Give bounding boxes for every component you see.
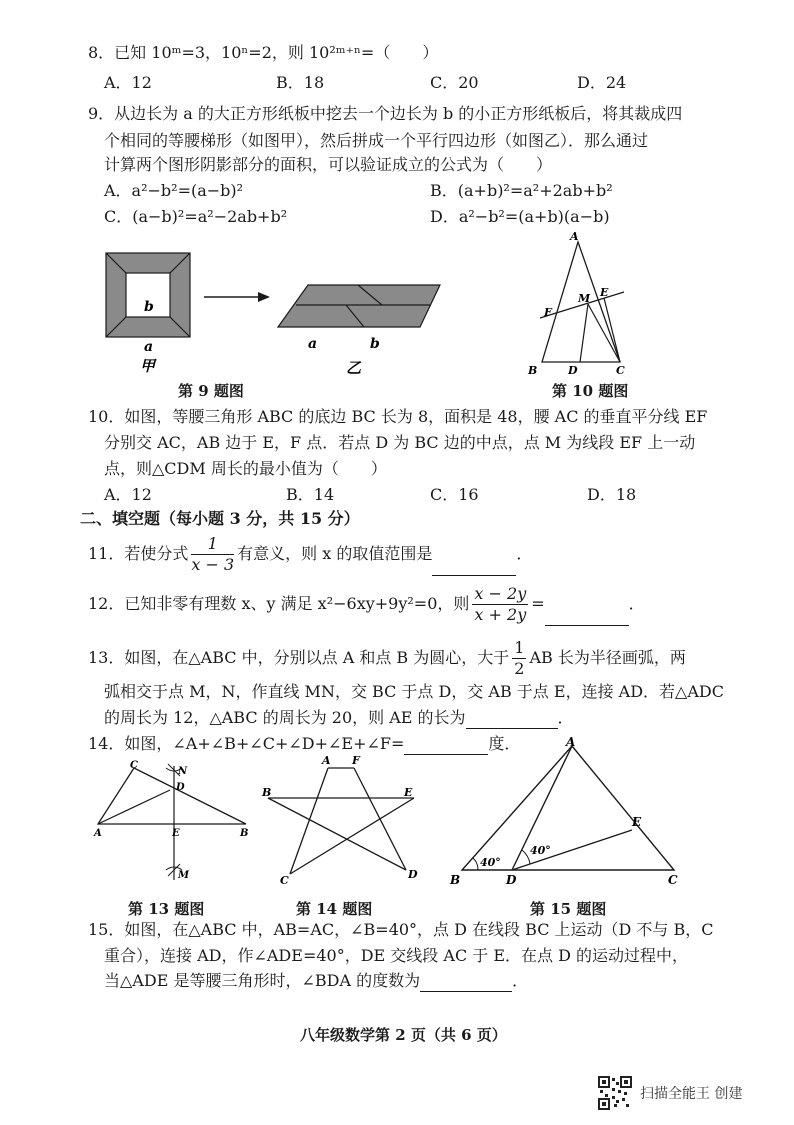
fig13-label-d: D [176,782,185,793]
fig10-label-a: A [570,230,579,243]
q10-option-c: C．16 [430,485,479,504]
fig13-label-b: B [240,828,249,839]
q11-end: ． [516,544,533,563]
figure-14 [258,752,428,892]
q11-denominator: x − 3 [191,555,235,574]
q12 [88,582,645,626]
fig9-arrow [204,292,270,302]
q11-pre: 11．若使分式 [88,544,189,563]
fig10-label-e: E [600,286,609,299]
q12-answer-blank[interactable] [545,607,629,626]
q10-line-3: 点，则△CDM 周长的最小值为（ ） [104,459,387,478]
q14-pre: 14．如图，∠A+∠B+∠C+∠D+∠E+∠F= [88,734,405,753]
q13-line-3 [104,707,574,729]
q12-denominator: x + 2y [474,605,527,624]
q12-pre: 12．已知非零有理数 x、y 满足 x²−6xy+9y²=0，则 [88,594,470,613]
fig14-label-d: D [408,868,418,881]
q15-line-3 [104,970,528,992]
fig9-yi-caption: 乙 [346,359,362,375]
q13-fraction [512,638,526,679]
q10-line-1: 10．如图，等腰三角形 ABC 的底边 BC 长为 8，面积是 48，腰 AC 的垂直平分线 EF [88,407,708,426]
q11 [88,532,532,576]
fig13-label-a: A [94,828,102,839]
fig10-label-d: D [568,364,578,377]
fig15-label-b: B [450,873,461,886]
q8-option-a: A．12 [104,73,152,92]
fig15-label-e: E [632,815,642,829]
q11-fraction [191,534,234,575]
scanner-watermark: 扫描全能王 创建 [640,1086,743,1102]
fig13-caption: 第 13 题图 [128,900,205,918]
q13-line-1 [88,636,686,680]
q13-answer-blank[interactable] [466,710,558,729]
fig13-label-c: C [130,760,138,771]
q10-line-2: 分别交 AC，AB 边于 E，F 点．若点 D 为 BC 边的中点，点 M 为线段 EF 上一动 [104,433,696,452]
q9-option-c: C．(a−b)²=a²−2ab+b² [104,207,288,226]
q10-option-d: D．18 [587,485,637,504]
q8-option-c: C．20 [430,73,479,92]
q12-end: ． [628,594,645,613]
q9-line-1: 9．从边长为 a 的大正方形纸板中挖去一个边长为 b 的小正方形纸板后，将其裁成四 [88,104,683,123]
q8-option-b: B．18 [276,73,325,92]
fig14-caption: 第 14 题图 [296,900,373,918]
q15-end: ． [512,971,529,990]
q8-option-d: D．24 [577,73,627,92]
q15-line-3-text: 当△ADE 是等腰三角形时，∠BDA 的度数为 [104,971,421,990]
q11-numerator: 1 [191,534,234,555]
q10-option-b: B．14 [286,485,335,504]
q13-line-3-text: 的周长为 12，△ABC 的周长为 20，则 AE 的长为 [104,708,466,727]
q13-post: AB 长为半径画弧，两 [529,648,686,667]
fig15-label-a: A [566,736,576,749]
fig10-label-c: C [616,364,625,377]
fig9-caption: 第 9 题图 [178,382,244,400]
fig10-label-b: B [528,364,538,377]
q13-end: ． [557,708,574,727]
fig13-label-n: N [178,766,188,777]
fig14-label-b: B [262,786,272,799]
figure-13 [90,760,260,890]
figure-9 [100,245,480,375]
q13-denominator: 2 [514,659,525,678]
section-2-heading: 二、填空题（每小题 3 分，共 15 分） [80,509,360,528]
q13-line-2: 弧相交于点 M，N，作直线 MN，交 BC 于点 D，交 AB 于点 E，连接 AD．若△ADC [104,682,724,701]
fig15-label-c: C [668,873,678,886]
fig9-yi [278,285,440,375]
qr-code-icon [598,1076,632,1110]
fig9-yi-a-label: a [308,336,318,352]
q15-answer-blank[interactable] [420,973,512,992]
fig15-label-d: D [506,873,517,886]
fig15-caption: 第 15 题图 [530,900,607,918]
fig13-label-e: E [172,828,180,839]
q15-line-2: 重合），连接 AD，作∠ADE=40°，DE 交线段 AC 于 E．在点 D 的运动过程中， [104,946,689,965]
q14-end: 度． [488,734,521,753]
q12-numerator: x − 2y [474,584,527,603]
fig10-caption: 第 10 题图 [552,382,629,400]
fig13-label-m: M [178,870,190,881]
q11-answer-blank[interactable] [432,557,516,576]
q8-stem: 8．已知 10ᵐ=3，10ⁿ=2，则 10²ᵐ⁺ⁿ=（ ） [88,43,439,62]
q12-eq: = [531,594,545,613]
fig14-label-c: C [280,874,289,887]
page-footer: 八年级数学第 2 页（共 6 页） [300,1026,507,1044]
fig9-jia-b-label: b [144,299,154,315]
q10-option-a: A．12 [104,485,152,504]
fig15-angle-b: 40° [480,856,501,869]
fig9-yi-b-label: b [370,336,380,352]
arrow-right-icon [258,292,270,302]
q11-post: 有意义，则 x 的取值范围是 [237,544,433,563]
q13-pre: 13．如图，在△ABC 中，分别以点 A 和点 B 为圆心，大于 [88,648,510,667]
q9-option-a: A．a²−b²=(a−b)² [104,181,244,200]
fig14-label-a: A [322,754,331,767]
fig9-jia-a-label: a [144,339,154,355]
figure-15 [448,736,688,886]
q12-fraction [472,584,528,625]
q13-numerator: 1 [514,638,525,657]
fig10-label-f: F [544,306,552,319]
fig9-jia [106,253,190,375]
q15-line-1: 15．如图，在△ABC 中，AB=AC，∠B=40°，点 D 在线段 BC 上运动（D 不与 B，C [88,920,714,939]
fig14-label-f: F [352,754,360,767]
q9-option-d: D．a²−b²=(a+b)(a−b) [430,207,610,226]
fig15-angle-d: 40° [530,844,551,857]
fig9-jia-caption: 甲 [140,357,156,375]
q9-option-b: B．(a+b)²=a²+2ab+b² [430,181,613,200]
fig10-label-m: M [578,292,591,305]
q9-line-3: 计算两个图形阴影部分的面积，可以验证成立的公式为（ ） [104,155,553,174]
figure-10 [520,228,640,378]
fig14-label-e: E [404,786,413,799]
q9-line-2: 个相同的等腰梯形（如图甲），然后拼成一个平行四边形（如图乙）．那么通过 [104,131,649,150]
